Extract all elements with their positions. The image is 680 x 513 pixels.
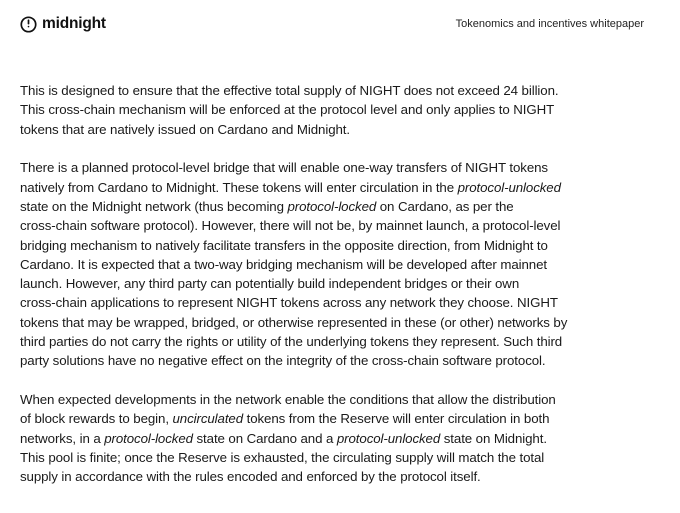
paragraph-line: [20, 332, 620, 351]
text-segment: There is a planned protocol-level bridge that will enable one-way transfers of NIGHT tokens: [20, 160, 548, 176]
text-segment: third parties do not carry the rights or utility of the underlying tokens they represent. Such third: [20, 334, 563, 350]
body-paragraph: [20, 81, 620, 139]
text-segment: When expected developments in the network enable the conditions that allow the distribution: [20, 392, 556, 408]
text-segment: This cross-chain mechanism will be enforced at the protocol level and only applies to NIGHT: [20, 102, 555, 118]
paragraph-line: [20, 236, 620, 255]
paragraph-line: [20, 255, 620, 274]
text-segment: cross-chain applications to represent NIGHT tokens across any network they choose. NIGHT: [20, 295, 558, 311]
text-segment: of block rewards to begin,: [20, 411, 173, 427]
text-segment: This is designed to ensure that the effective total supply of NIGHT does not exceed 24 billion.: [20, 83, 559, 98]
paragraph-line: [20, 467, 620, 486]
paragraph-line: [20, 197, 620, 216]
text-segment: tokens from the Reserve will enter circulation in both: [243, 411, 550, 427]
italic-term: protocol-unlocked: [336, 430, 441, 446]
body-paragraph: [20, 158, 620, 370]
text-segment: state on Cardano and a: [192, 430, 337, 446]
italic-term: protocol-locked: [104, 430, 193, 446]
text-segment: on Cardano, as per the: [376, 198, 514, 214]
paragraph-line: [20, 448, 620, 467]
text-segment: tokens that may be wrapped, bridged, or otherwise represented in these (or other) networks by: [20, 314, 568, 330]
text-segment: This pool is finite; once the Reserve is exhausted, the circulating supply will match the total: [20, 450, 545, 466]
paragraph-line: [20, 81, 620, 100]
text-segment: launch. However, any third party can potentially build independent bridges or their own: [20, 276, 520, 292]
document-body: [20, 81, 620, 506]
paragraph-line: [20, 274, 620, 293]
text-segment: party solutions have no negative effect on the integrity of the cross-chain software protocol.: [20, 353, 546, 369]
italic-term: protocol-unlocked: [457, 179, 561, 195]
italic-term: protocol-locked: [287, 198, 377, 214]
paragraph-line: [20, 158, 620, 177]
paragraph-line: [20, 429, 620, 448]
paragraph-line: [20, 120, 620, 139]
page-header: [0, 0, 680, 50]
paragraph-line: [20, 100, 620, 119]
paragraph-line: [20, 313, 620, 332]
paragraph-line: [20, 351, 620, 370]
midnight-logo-icon: [20, 16, 37, 33]
midnight-logo: [20, 15, 106, 33]
logo-text: midnight: [42, 15, 106, 32]
text-segment: Cardano. It is expected that a two-way bridging mechanism will be developed after mainnet: [20, 256, 547, 272]
text-segment: tokens that are natively issued on Cardano and Midnight.: [20, 121, 350, 137]
body-paragraph: [20, 390, 620, 486]
text-segment: natively from Cardano to Midnight. These tokens will enter circulation in the: [20, 179, 458, 195]
text-segment: cross-chain software protocol). However, there will not be, by mainnet launch, a protocol-level: [20, 218, 561, 234]
paragraph-line: [20, 409, 620, 428]
italic-term: uncirculated: [172, 411, 244, 427]
text-segment: state on the Midnight network (thus becoming: [20, 198, 288, 214]
text-segment: supply in accordance with the rules encoded and enforced by the protocol itself.: [20, 469, 481, 485]
paragraph-line: [20, 178, 620, 197]
text-segment: networks, in a: [20, 430, 105, 446]
text-segment: bridging mechanism to natively facilitate transfers in the opposite direction, from Midnight to: [20, 237, 548, 253]
text-segment: state on Midnight.: [440, 430, 547, 446]
paragraph-line: [20, 293, 620, 312]
document-title: Tokenomics and incentives whitepaper: [455, 18, 644, 30]
paragraph-line: [20, 390, 620, 409]
paragraph-line: [20, 216, 620, 235]
